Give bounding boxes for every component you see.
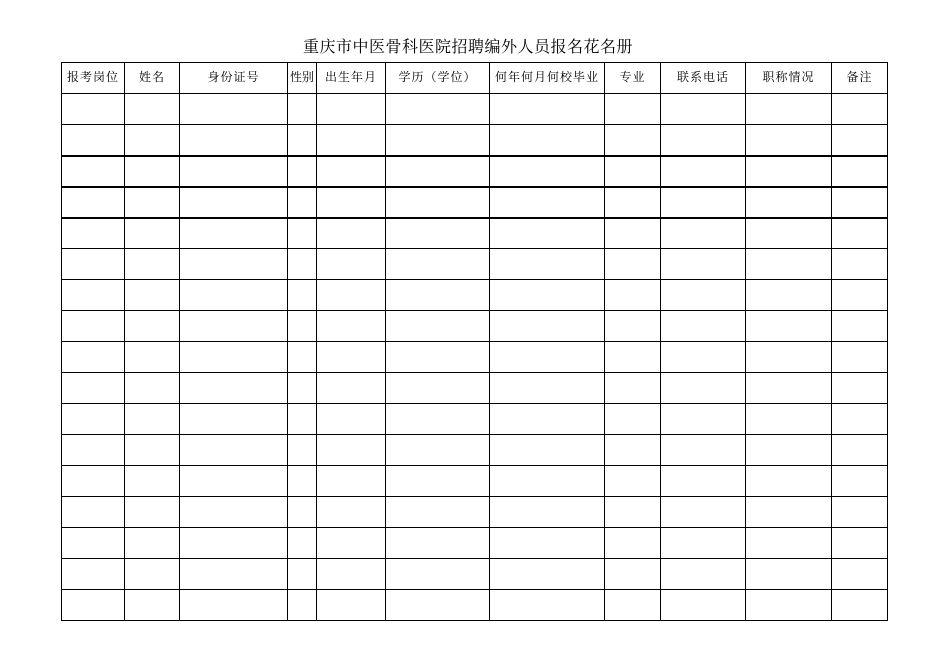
header-gender: 性别 bbox=[288, 63, 317, 94]
table-cell[interactable] bbox=[317, 590, 386, 621]
table-cell[interactable] bbox=[661, 373, 746, 404]
table-cell[interactable] bbox=[180, 497, 288, 528]
table-cell[interactable] bbox=[490, 218, 605, 249]
table-cell[interactable] bbox=[490, 497, 605, 528]
table-cell[interactable] bbox=[62, 249, 125, 280]
table-cell[interactable] bbox=[490, 404, 605, 435]
table-cell[interactable] bbox=[832, 249, 888, 280]
table-cell[interactable] bbox=[288, 466, 317, 497]
table-cell[interactable] bbox=[605, 249, 661, 280]
table-cell[interactable] bbox=[605, 497, 661, 528]
table-cell[interactable] bbox=[125, 404, 180, 435]
table-cell[interactable] bbox=[490, 125, 605, 156]
table-cell[interactable] bbox=[288, 249, 317, 280]
table-cell[interactable] bbox=[490, 466, 605, 497]
table-cell[interactable] bbox=[661, 311, 746, 342]
table-row bbox=[62, 497, 888, 528]
table-cell[interactable] bbox=[746, 156, 832, 187]
table-cell[interactable] bbox=[605, 559, 661, 590]
table-cell[interactable] bbox=[746, 559, 832, 590]
table-cell[interactable] bbox=[62, 466, 125, 497]
table-cell[interactable] bbox=[746, 466, 832, 497]
table-row bbox=[62, 280, 888, 311]
table-cell[interactable] bbox=[746, 590, 832, 621]
table-cell[interactable] bbox=[605, 590, 661, 621]
table-cell[interactable] bbox=[832, 590, 888, 621]
table-cell[interactable] bbox=[288, 280, 317, 311]
table-cell[interactable] bbox=[62, 373, 125, 404]
table-cell[interactable] bbox=[490, 559, 605, 590]
table-cell[interactable] bbox=[661, 156, 746, 187]
table-cell[interactable] bbox=[746, 404, 832, 435]
table-cell[interactable] bbox=[180, 187, 288, 218]
header-row bbox=[62, 63, 888, 94]
table-cell[interactable] bbox=[288, 497, 317, 528]
table-cell[interactable] bbox=[605, 435, 661, 466]
table-cell[interactable] bbox=[386, 559, 490, 590]
table-cell[interactable] bbox=[490, 311, 605, 342]
header-id-number: 身份证号 bbox=[180, 63, 288, 94]
table-cell[interactable] bbox=[490, 94, 605, 125]
table-cell[interactable] bbox=[746, 125, 832, 156]
table-cell[interactable] bbox=[386, 373, 490, 404]
table-cell[interactable] bbox=[661, 528, 746, 559]
table-cell[interactable] bbox=[125, 311, 180, 342]
table-cell[interactable] bbox=[288, 559, 317, 590]
table-row bbox=[62, 590, 888, 621]
table-cell[interactable] bbox=[605, 125, 661, 156]
table-cell[interactable] bbox=[125, 559, 180, 590]
table-cell[interactable] bbox=[605, 94, 661, 125]
table-cell[interactable] bbox=[125, 466, 180, 497]
table-cell[interactable] bbox=[317, 497, 386, 528]
table-cell[interactable] bbox=[386, 497, 490, 528]
table-cell[interactable] bbox=[661, 466, 746, 497]
table-cell[interactable] bbox=[661, 590, 746, 621]
table-cell[interactable] bbox=[386, 249, 490, 280]
header-remarks: 备注 bbox=[832, 63, 888, 94]
table-cell[interactable] bbox=[288, 94, 317, 125]
table-cell[interactable] bbox=[180, 466, 288, 497]
table-cell[interactable] bbox=[125, 156, 180, 187]
table-cell[interactable] bbox=[661, 218, 746, 249]
table-cell[interactable] bbox=[317, 528, 386, 559]
table-cell[interactable] bbox=[832, 125, 888, 156]
table-cell[interactable] bbox=[746, 373, 832, 404]
table-cell[interactable] bbox=[62, 528, 125, 559]
table-cell[interactable] bbox=[288, 125, 317, 156]
table-row bbox=[62, 559, 888, 590]
table-cell[interactable] bbox=[605, 187, 661, 218]
table-cell[interactable] bbox=[746, 249, 832, 280]
table-row bbox=[62, 218, 888, 249]
table-cell[interactable] bbox=[746, 311, 832, 342]
table-cell[interactable] bbox=[62, 218, 125, 249]
table-cell[interactable] bbox=[386, 404, 490, 435]
header-title: 职称情况 bbox=[746, 63, 832, 94]
table-cell[interactable] bbox=[746, 187, 832, 218]
table-cell[interactable] bbox=[490, 590, 605, 621]
table-cell[interactable] bbox=[317, 249, 386, 280]
table-cell[interactable] bbox=[125, 218, 180, 249]
table-cell[interactable] bbox=[832, 435, 888, 466]
table-cell[interactable] bbox=[180, 249, 288, 280]
table-cell[interactable] bbox=[605, 373, 661, 404]
table-cell[interactable] bbox=[490, 342, 605, 373]
table-row bbox=[62, 249, 888, 280]
table-cell[interactable] bbox=[832, 218, 888, 249]
table-cell[interactable] bbox=[180, 280, 288, 311]
table-cell[interactable] bbox=[288, 528, 317, 559]
table-cell[interactable] bbox=[317, 125, 386, 156]
table-cell[interactable] bbox=[317, 342, 386, 373]
table-cell[interactable] bbox=[288, 342, 317, 373]
table-cell[interactable] bbox=[746, 218, 832, 249]
table-cell[interactable] bbox=[125, 280, 180, 311]
table-cell[interactable] bbox=[386, 435, 490, 466]
table-cell[interactable] bbox=[605, 528, 661, 559]
table-cell[interactable] bbox=[125, 342, 180, 373]
table-cell[interactable] bbox=[490, 249, 605, 280]
table-cell[interactable] bbox=[317, 94, 386, 125]
table-cell[interactable] bbox=[832, 94, 888, 125]
table-cell[interactable] bbox=[180, 373, 288, 404]
header-major: 专业 bbox=[605, 63, 661, 94]
table-cell[interactable] bbox=[125, 373, 180, 404]
table-cell[interactable] bbox=[317, 156, 386, 187]
table-cell[interactable] bbox=[62, 435, 125, 466]
table-cell[interactable] bbox=[288, 156, 317, 187]
table-cell[interactable] bbox=[661, 404, 746, 435]
table-cell[interactable] bbox=[386, 280, 490, 311]
table-cell[interactable] bbox=[490, 156, 605, 187]
table-cell[interactable] bbox=[288, 404, 317, 435]
table-cell[interactable] bbox=[386, 466, 490, 497]
table-cell[interactable] bbox=[661, 94, 746, 125]
table-cell[interactable] bbox=[125, 125, 180, 156]
table-cell[interactable] bbox=[317, 435, 386, 466]
table-cell[interactable] bbox=[661, 280, 746, 311]
table-cell[interactable] bbox=[605, 311, 661, 342]
table-cell[interactable] bbox=[661, 497, 746, 528]
table-cell[interactable] bbox=[490, 187, 605, 218]
header-phone: 联系电话 bbox=[661, 63, 746, 94]
table-cell[interactable] bbox=[62, 590, 125, 621]
table-cell[interactable] bbox=[180, 342, 288, 373]
table-cell[interactable] bbox=[746, 94, 832, 125]
document-title: 重庆市中医骨科医院招聘编外人员报名花名册 bbox=[302, 37, 633, 56]
table-cell[interactable] bbox=[180, 94, 288, 125]
table-cell[interactable] bbox=[317, 404, 386, 435]
table-cell[interactable] bbox=[288, 373, 317, 404]
table-cell[interactable] bbox=[605, 466, 661, 497]
table-cell[interactable] bbox=[180, 156, 288, 187]
table-cell[interactable] bbox=[180, 590, 288, 621]
header-education: 学历（学位） bbox=[386, 63, 490, 94]
table-cell[interactable] bbox=[288, 218, 317, 249]
table-cell[interactable] bbox=[746, 435, 832, 466]
table-cell[interactable] bbox=[605, 218, 661, 249]
table-cell[interactable] bbox=[605, 156, 661, 187]
header-name: 姓名 bbox=[125, 63, 180, 94]
table-cell[interactable] bbox=[605, 404, 661, 435]
table-cell[interactable] bbox=[490, 373, 605, 404]
table-cell[interactable] bbox=[490, 280, 605, 311]
table-cell[interactable] bbox=[832, 280, 888, 311]
table-cell[interactable] bbox=[288, 435, 317, 466]
table-cell[interactable] bbox=[832, 342, 888, 373]
table-row bbox=[62, 466, 888, 497]
table-row bbox=[62, 404, 888, 435]
table-cell[interactable] bbox=[62, 311, 125, 342]
table-cell[interactable] bbox=[317, 218, 386, 249]
table-cell[interactable] bbox=[832, 187, 888, 218]
registration-roster-table bbox=[61, 62, 888, 621]
table-row bbox=[62, 94, 888, 125]
table-cell[interactable] bbox=[125, 249, 180, 280]
table-cell[interactable] bbox=[832, 466, 888, 497]
table-cell[interactable] bbox=[125, 528, 180, 559]
table-cell[interactable] bbox=[605, 280, 661, 311]
table-cell[interactable] bbox=[661, 559, 746, 590]
table-cell[interactable] bbox=[386, 94, 490, 125]
table-cell[interactable] bbox=[125, 187, 180, 218]
table-cell[interactable] bbox=[386, 156, 490, 187]
table-cell[interactable] bbox=[832, 156, 888, 187]
table-cell[interactable] bbox=[317, 559, 386, 590]
table-cell[interactable] bbox=[386, 342, 490, 373]
table-cell[interactable] bbox=[317, 466, 386, 497]
table-cell[interactable] bbox=[317, 280, 386, 311]
table-cell[interactable] bbox=[832, 404, 888, 435]
table-cell[interactable] bbox=[180, 559, 288, 590]
header-birth-date: 出生年月 bbox=[317, 63, 386, 94]
table-cell[interactable] bbox=[180, 528, 288, 559]
table-cell[interactable] bbox=[180, 125, 288, 156]
table-cell[interactable] bbox=[832, 311, 888, 342]
table-cell[interactable] bbox=[832, 373, 888, 404]
table-cell[interactable] bbox=[62, 404, 125, 435]
table-cell[interactable] bbox=[661, 125, 746, 156]
table-cell[interactable] bbox=[386, 125, 490, 156]
table-cell[interactable] bbox=[180, 311, 288, 342]
table-row bbox=[62, 342, 888, 373]
table-cell[interactable] bbox=[386, 590, 490, 621]
table-cell[interactable] bbox=[490, 435, 605, 466]
table-cell[interactable] bbox=[386, 311, 490, 342]
table-cell[interactable] bbox=[62, 497, 125, 528]
table-cell[interactable] bbox=[832, 497, 888, 528]
table-cell[interactable] bbox=[490, 528, 605, 559]
table-cell[interactable] bbox=[386, 187, 490, 218]
table-cell[interactable] bbox=[180, 218, 288, 249]
table-cell[interactable] bbox=[317, 373, 386, 404]
table-cell[interactable] bbox=[661, 435, 746, 466]
table-row bbox=[62, 435, 888, 466]
table-cell[interactable] bbox=[746, 497, 832, 528]
table-row bbox=[62, 187, 888, 218]
table-cell[interactable] bbox=[125, 94, 180, 125]
table-cell[interactable] bbox=[180, 404, 288, 435]
table-cell[interactable] bbox=[317, 187, 386, 218]
table-cell[interactable] bbox=[125, 590, 180, 621]
table-cell[interactable] bbox=[746, 528, 832, 559]
table-cell[interactable] bbox=[288, 187, 317, 218]
table-cell[interactable] bbox=[62, 342, 125, 373]
table-cell[interactable] bbox=[386, 528, 490, 559]
table-cell[interactable] bbox=[180, 435, 288, 466]
table-cell[interactable] bbox=[605, 342, 661, 373]
table-cell[interactable] bbox=[661, 342, 746, 373]
table-cell[interactable] bbox=[661, 249, 746, 280]
table-cell[interactable] bbox=[62, 187, 125, 218]
table-cell[interactable] bbox=[661, 187, 746, 218]
table-cell[interactable] bbox=[62, 559, 125, 590]
table-row bbox=[62, 373, 888, 404]
table-row bbox=[62, 156, 888, 187]
table-cell[interactable] bbox=[386, 218, 490, 249]
table-row bbox=[62, 125, 888, 156]
table-cell[interactable] bbox=[125, 497, 180, 528]
table-cell[interactable] bbox=[746, 342, 832, 373]
table-cell[interactable] bbox=[288, 590, 317, 621]
table-cell[interactable] bbox=[62, 156, 125, 187]
roster-body bbox=[62, 94, 888, 621]
table-cell[interactable] bbox=[832, 559, 888, 590]
table-cell[interactable] bbox=[62, 280, 125, 311]
table-cell[interactable] bbox=[288, 311, 317, 342]
table-cell[interactable] bbox=[746, 280, 832, 311]
table-cell[interactable] bbox=[125, 435, 180, 466]
header-position: 报考岗位 bbox=[62, 63, 125, 94]
table-row bbox=[62, 528, 888, 559]
table-row bbox=[62, 311, 888, 342]
header-graduation: 何年何月何校毕业 bbox=[490, 63, 605, 94]
table-cell[interactable] bbox=[317, 311, 386, 342]
table-cell[interactable] bbox=[832, 528, 888, 559]
table-cell[interactable] bbox=[62, 94, 125, 125]
table-cell[interactable] bbox=[62, 125, 125, 156]
